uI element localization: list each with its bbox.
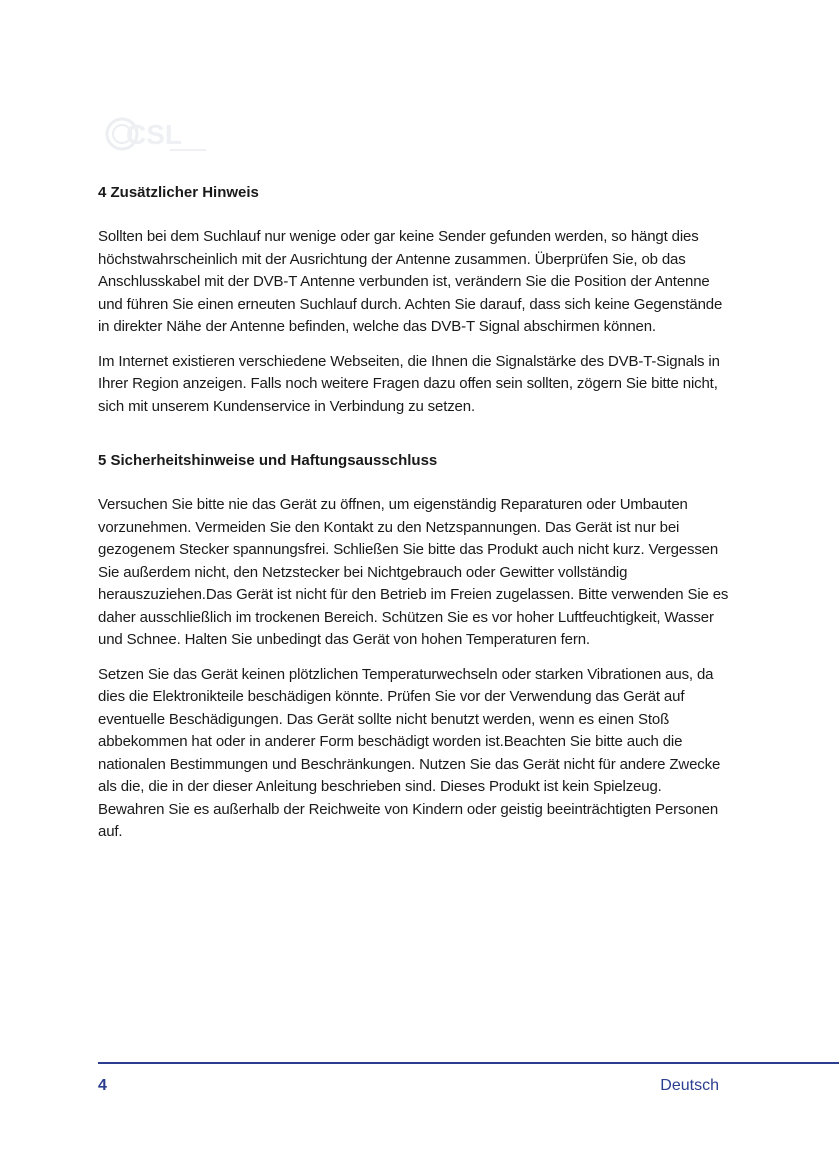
- paragraph: Sollten bei dem Suchlauf nur wenige oder gar keine Sender gefunden werden, so hängt dies höchstwahrscheinlich mit der Ausrichtung der Antenne zusammen. Überprüfen Sie, ob das Anschlusskabel mit der DVB-T Antenne verbunden ist, verändern Sie die Position der Antenne und führen Sie einen erneuten Suchlauf durch. Achten Sie darauf, dass sich keine Gegenstände in direkter Nähe der Antenne befinden, welche das DVB-T Signal abschirmen können.: [98, 228, 723, 335]
- footer-language: Deutsch: [660, 1077, 719, 1094]
- document-body: [98, 182, 730, 856]
- section-heading: 4 Zusätzlicher Hinweis: [98, 184, 259, 201]
- csl-logo: [100, 110, 210, 158]
- section-5: [98, 450, 730, 844]
- section-heading: 5 Sicherheitshinweise und Haftungsausschluss: [98, 452, 438, 469]
- paragraph: Im Internet existieren verschiedene Webseiten, die Ihnen die Signalstärke des DVB-T-Signals in Ihrer Region anzeigen. Falls noch weitere Fragen dazu offen sein sollten, zögern Sie bitte nicht, sich mit unserem Kundenservice in Verbindung zu setzen.: [98, 352, 720, 415]
- svg-text:CSL: CSL: [126, 119, 182, 150]
- section-4: [98, 182, 730, 418]
- paragraph: Versuchen Sie bitte nie das Gerät zu öffnen, um eigenständig Reparaturen oder Umbauten vorzunehmen. Vermeiden Sie den Kontakt zu den Netzspannungen. Das Gerät ist nur bei gezogenem Stecker spannungsfrei. Schließen Sie bitte das Produkt auch nicht kurz. Vergessen Sie außerdem nicht, den Netzstecker bei Nichtgebrauch oder Gewitter vollständig herauszuziehen.Das Gerät ist nicht für den Betrieb im Freien zugelassen. Bitte verwenden Sie es daher ausschließlich im trockenen Bereich. Schützen Sie es vor hoher Luftfeuchtigkeit, Wasser und Schnee. Halten Sie unbedingt das Gerät von hohen Temperaturen fern.: [98, 496, 729, 648]
- page-number: 4: [98, 1077, 107, 1094]
- footer-divider: [98, 1062, 839, 1064]
- paragraph: Setzen Sie das Gerät keinen plötzlichen Temperaturwechseln oder starken Vibrationen aus, da dies die Elektronikteile beschädigen könnte. Prüfen Sie vor der Verwendung das Gerät auf eventuelle Beschädigungen. Das Gerät sollte nicht benutzt werden, wenn es einen Stoß abbekommen hat oder in anderer Form beschädigt worden ist.Beachten Sie bitte auch die nationalen Bestimmungen und Beschränkungen. Nutzen Sie das Gerät nicht für andere Zwecke als die, die in der dieser Anleitung beschrieben sind. Dieses Produkt ist kein Spielzeug. Bewahren Sie es außerhalb der Reichweite von Kindern oder geistig beeinträchtigten Personen auf.: [98, 665, 721, 840]
